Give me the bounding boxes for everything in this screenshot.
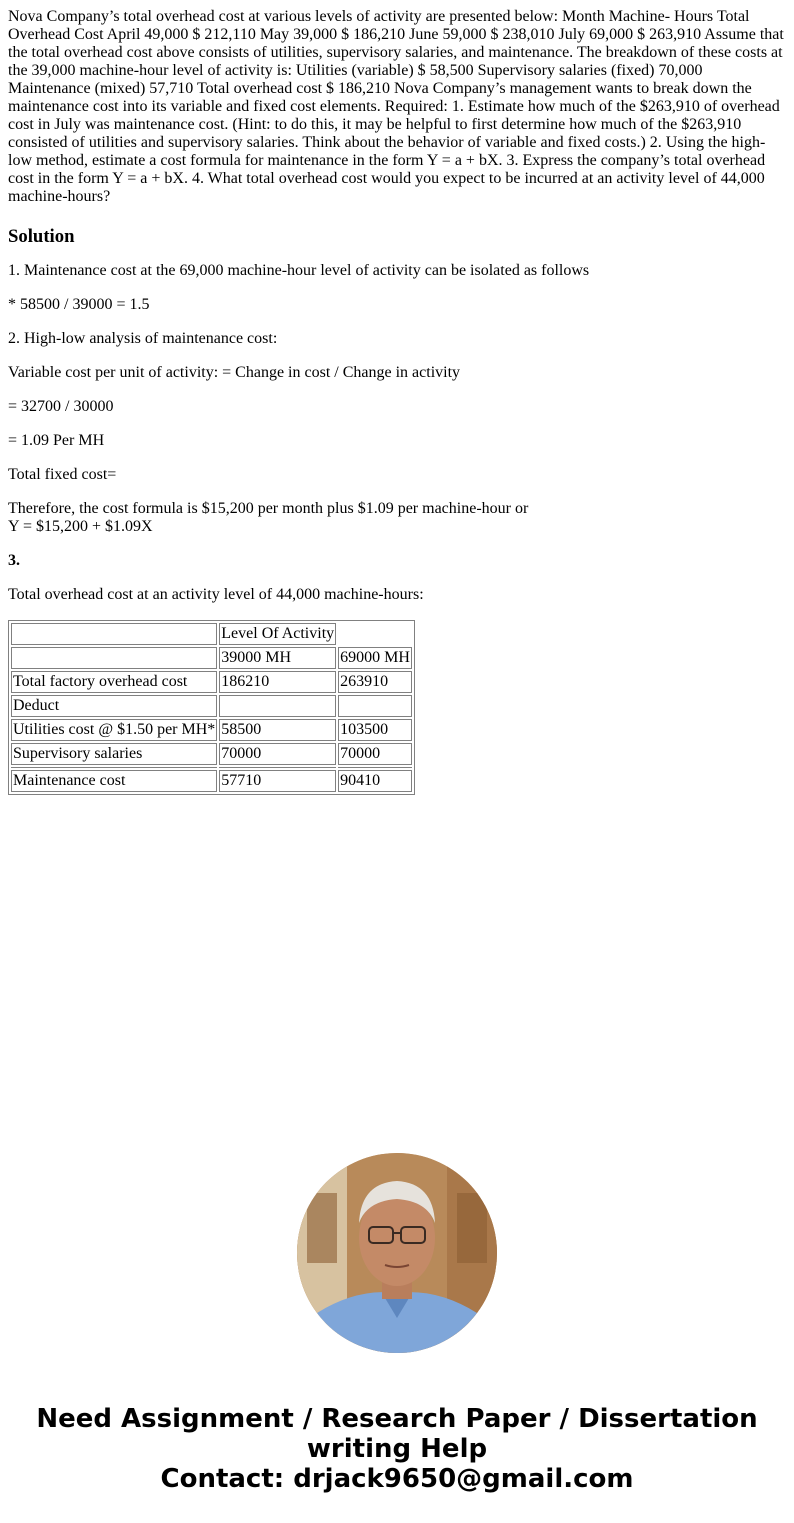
row-label: Total factory overhead cost: [11, 671, 217, 693]
table-cell: [219, 767, 336, 768]
contact-email: Contact: drjack9650@gmail.com: [160, 1464, 634, 1494]
utilities-rate-calc: * 58500 / 39000 = 1.5: [8, 296, 150, 313]
author-avatar: [297, 1153, 497, 1353]
overhead-table: [8, 620, 415, 795]
promo-line-2: writing Help: [306, 1434, 488, 1464]
row-label: Utilities cost @ $1.50 per MH*: [11, 719, 217, 741]
table-cell: [11, 647, 217, 669]
table-cell: [11, 767, 217, 768]
row-value: [219, 695, 336, 717]
variable-cost-division: = 32700 / 30000: [8, 398, 114, 415]
row-value: 186210: [219, 671, 336, 693]
total-fixed-cost: Total fixed cost=: [8, 466, 117, 483]
table-column-row: [11, 647, 412, 669]
table-col-69000: 69000 MH: [338, 647, 412, 669]
row-value: 58500: [219, 719, 336, 741]
total-overhead-intro: Total overhead cost at an activity level of 44,000 machine-hours:: [8, 586, 424, 603]
table-row: [11, 671, 412, 693]
row-value: [338, 695, 412, 717]
table-row: [11, 695, 412, 717]
table-row: [11, 743, 412, 765]
row-value: 70000: [338, 743, 412, 765]
promo-footer: [0, 1404, 794, 1494]
table-header-level: Level Of Activity: [219, 623, 336, 645]
row-label: Maintenance cost: [11, 770, 217, 792]
table-cell: [338, 767, 412, 768]
row-value: 103500: [338, 719, 412, 741]
row-value: 57710: [219, 770, 336, 792]
row-value: 263910: [338, 671, 412, 693]
question-text: Nova Company’s total overhead cost at various levels of activity are presented below: Month Machine- Hours Total Overhead Cost April 49,000 $ 212,110 May 39,000 $ 186,210 June 59,000 $ 238,010 July 69,000 $ 263,910 Assume that the total overhead cost above consists of utilities, supervisory salaries, and maintenance. The breakdown of these costs at the 39,000 machine-hour level of activity is: Utilities (variable) $ 58,500 Supervisory salaries (fixed) 70,000 Maintenance (mixed) 57,710 Total overhead cost $ 186,210 Nova Company’s management wants to break down the maintenance cost into its variable and fixed cost elements. Required: 1. Estimate how much of the $263,910 of overhead cost in July was maintenance cost. (Hint: to do this, it may be helpful to first determine how much of the $263,910 consisted of utilities and supervisory salaries. Think about the behavior of variable and fixed costs.) 2. Using the high-low method, estimate a cost formula for maintenance in the form Y = a + bX. 3. Express the company’s total overhead cost in the form Y = a + bX. 4. What total overhead cost would you expect to be incurred at an activity level of 44,000 machine-hours?: [8, 8, 784, 205]
solution-step-2: 2. High-low analysis of maintenance cost:: [8, 330, 278, 347]
solution-step-1: 1. Maintenance cost at the 69,000 machine-hour level of activity can be isolated as follows: [8, 262, 590, 279]
row-label: Deduct: [11, 695, 217, 717]
table-header-row: [11, 623, 412, 645]
variable-cost-result: = 1.09 Per MH: [8, 432, 105, 449]
table-separator-row: [11, 767, 412, 768]
table-col-39000: 39000 MH: [219, 647, 336, 669]
table-row: [11, 770, 412, 792]
avatar-portrait: [297, 1153, 497, 1353]
table-cell: [11, 623, 217, 645]
cost-formula-text: Therefore, the cost formula is $15,200 per month plus $1.09 per machine-hour or: [8, 500, 529, 517]
table-cell: [338, 623, 412, 645]
row-value: 70000: [219, 743, 336, 765]
promo-line-1: Need Assignment / Research Paper / Dissertation: [36, 1404, 758, 1434]
cost-formula-paragraph: [8, 500, 786, 536]
cost-formula-equation: Y = $15,200 + $1.09X: [8, 518, 153, 535]
solution-heading: Solution: [8, 226, 75, 247]
variable-cost-formula: Variable cost per unit of activity: = Change in cost / Change in activity: [8, 364, 461, 381]
row-label: Supervisory salaries: [11, 743, 217, 765]
table-row: [11, 719, 412, 741]
row-value: 90410: [338, 770, 412, 792]
solution-step-3: 3.: [8, 552, 20, 569]
